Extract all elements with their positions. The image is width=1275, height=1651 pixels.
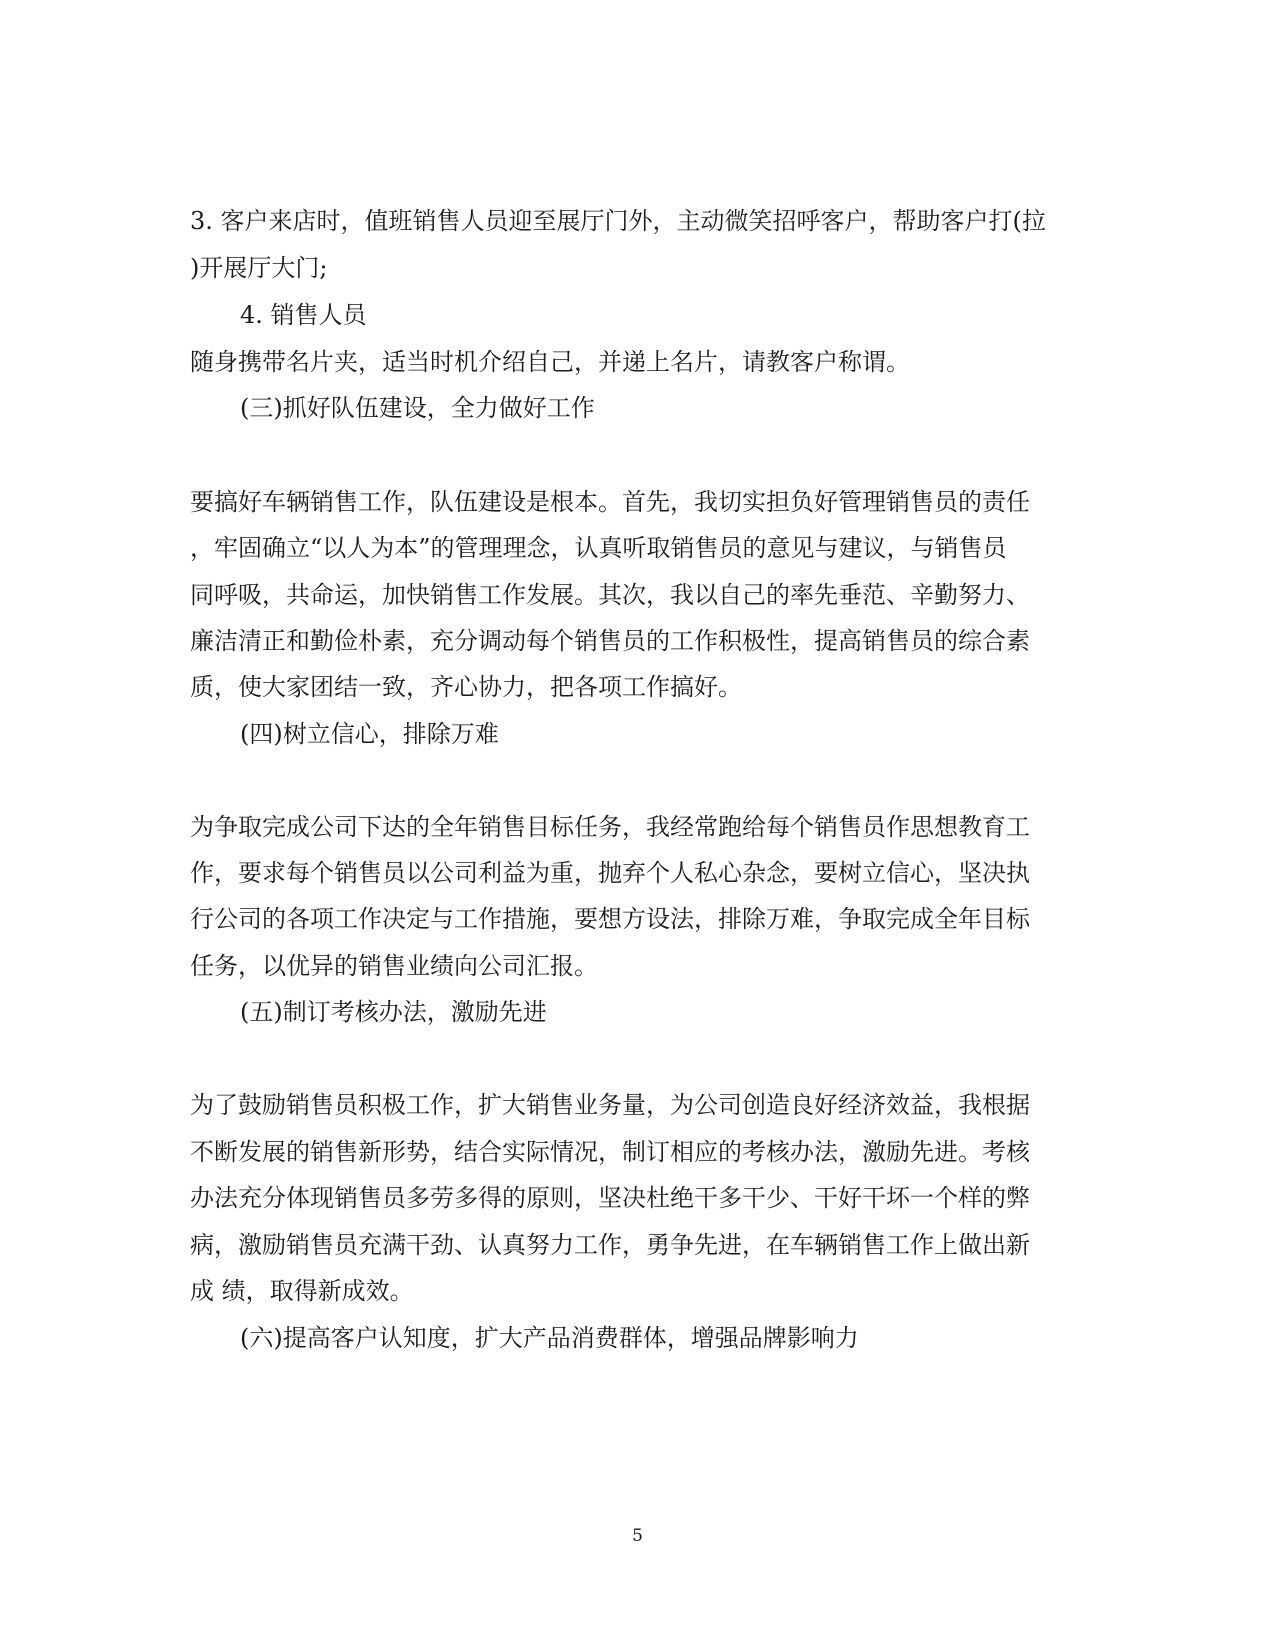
body-line: 作，要求每个销售员以公司利益为重，抛弃个人私心杂念，要树立信心，坚决执 [190,859,1030,887]
section-heading: (三)抓好队伍建设，全力做好工作 [240,394,595,422]
body-line: 行公司的各项工作决定与工作措施，要想方设法，排除万难，争取完成全年目标 [190,905,1030,933]
body-line: 要搞好车辆销售工作，队伍建设是根本。首先，我切实担负好管理销售员的责任 [190,488,1030,516]
list-item: 4. 销售人员 [240,301,367,329]
page-number: 5 [632,1526,643,1546]
section-heading: (五)制订考核办法，激励先进 [240,998,547,1026]
body-line: 病，激励销售员充满干劲、认真努力工作，勇争先进，在车辆销售工作上做出新 [190,1231,1030,1259]
section-heading: (六)提高客户认知度，扩大产品消费群体，增强品牌影响力 [240,1324,859,1352]
body-line: 同呼吸，共命运，加快销售工作发展。其次，我以自己的率先垂范、辛勤努力、 [190,581,1030,609]
body-line: 为争取完成公司下达的全年销售目标任务，我经常跑给每个销售员作思想教育工 [190,813,1030,841]
body-line: 任务，以优异的销售业绩向公司汇报。 [190,952,598,980]
body-line: 质，使大家团结一致，齐心协力，把各项工作搞好。 [190,673,742,701]
body-line: 廉洁清正和勤俭朴素，充分调动每个销售员的工作积极性，提高销售员的综合素 [190,627,1030,655]
body-line: 办法充分体现销售员多劳多得的原则，坚决杜绝干多干少、干好干坏一个样的弊 [190,1184,1030,1212]
body-line: 不断发展的销售新形势，结合实际情况，制订相应的考核办法，激励先进。考核 [190,1138,1030,1166]
section-heading: (四)树立信心，排除万难 [240,720,499,748]
body-line: ，牢固确立“以人为本”的管理理念，认真听取销售员的意见与建议，与销售员 [190,534,1007,562]
body-line: )开展厅大门; [190,254,328,282]
body-line: 为了鼓励销售员积极工作，扩大销售业务量，为公司创造良好经济效益，我根据 [190,1091,1030,1119]
body-line: 3. 客户来店时，值班销售人员迎至展厅门外，主动微笑招呼客户，帮助客户打(拉 [190,207,1046,235]
body-line: 随身携带名片夹，适当时机介绍自己，并递上名片，请教客户称谓。 [190,348,910,376]
body-line: 成 绩，取得新成效。 [190,1277,414,1305]
